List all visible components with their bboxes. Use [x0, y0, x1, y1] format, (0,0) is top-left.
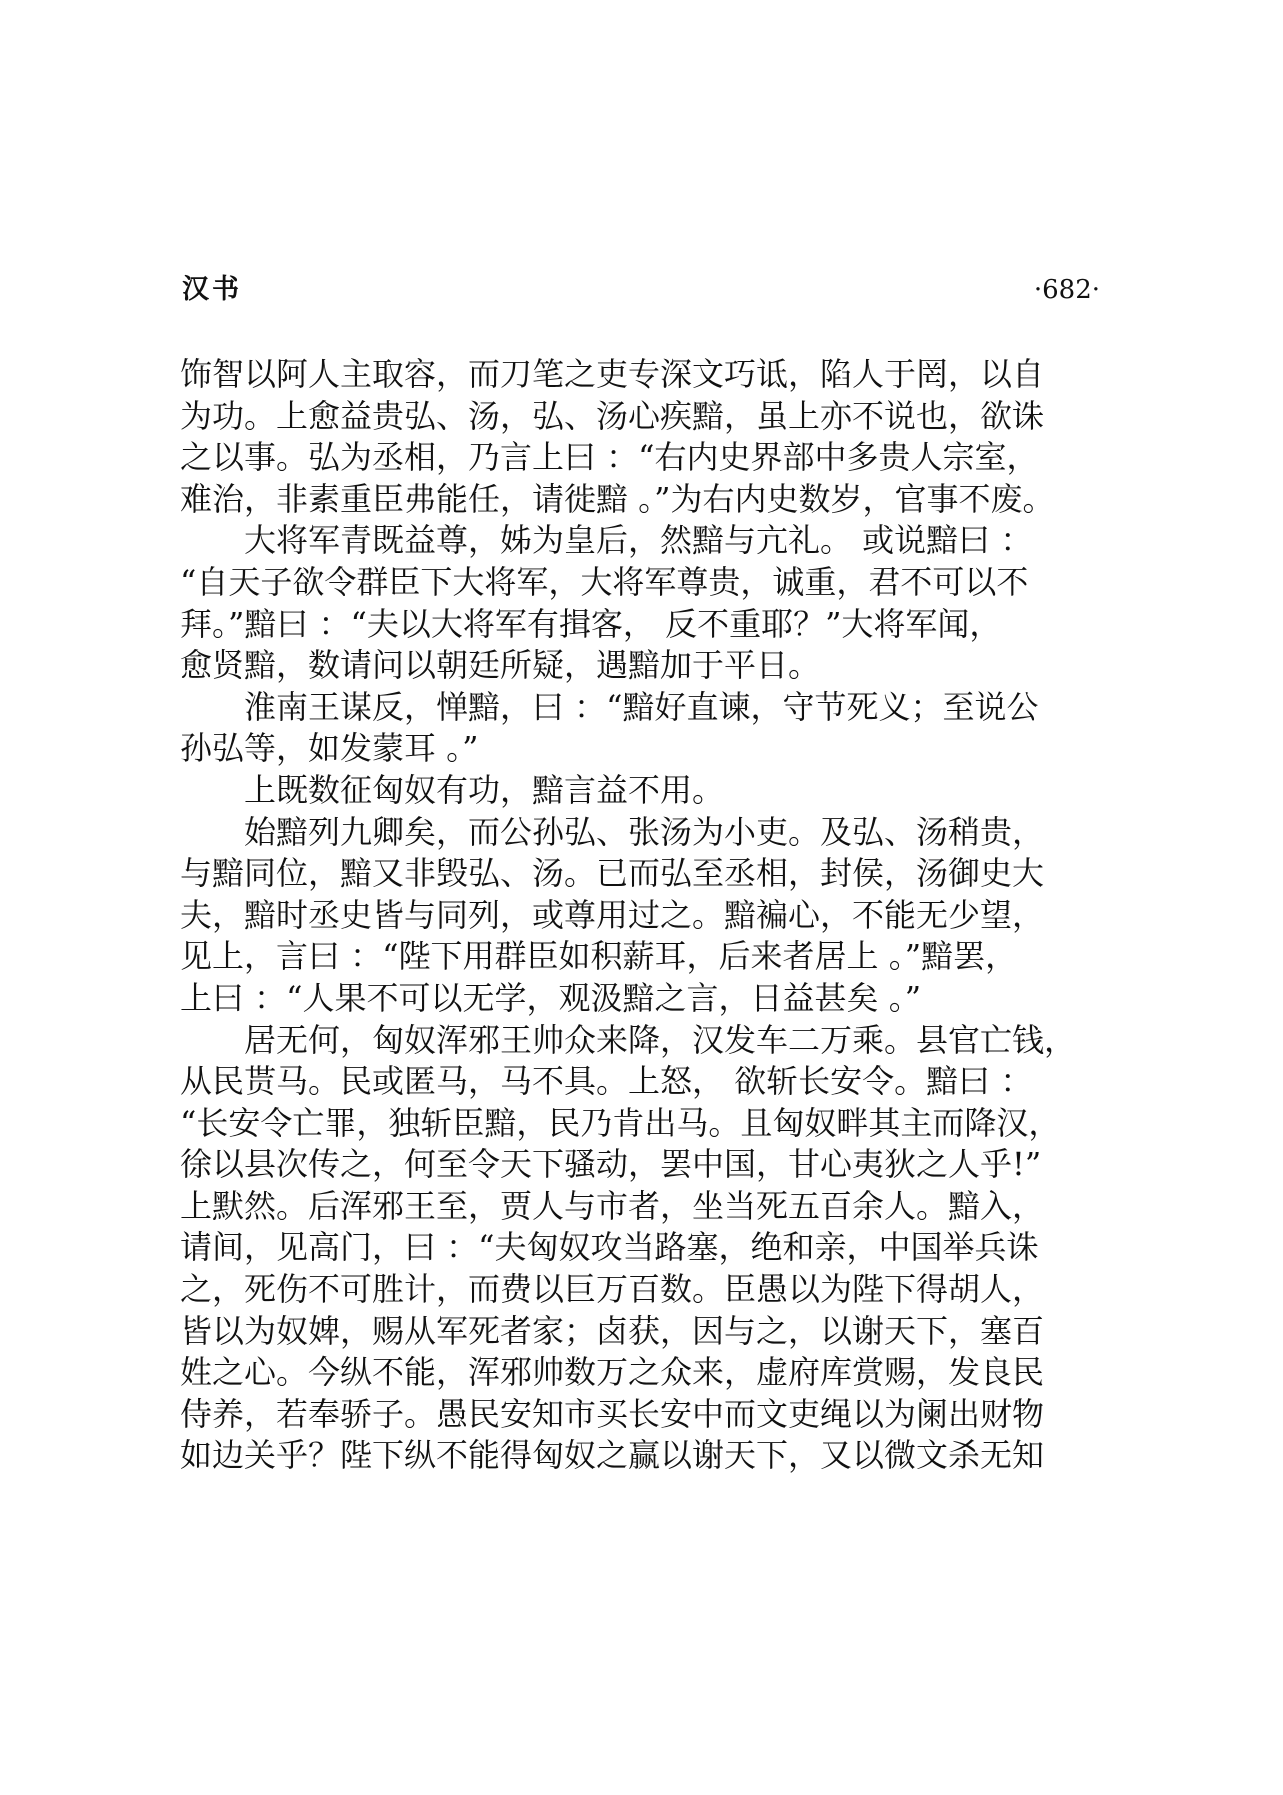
text-line: 上曰 ：“人果不可以无学，观汲黯之言，日益甚矣 。” [180, 978, 922, 1017]
text-line: 见上，言曰 ：“陛下用群臣如积薪耳，后来者居上 。”黯罢， [180, 937, 1018, 976]
text-line: 上默然。后浑邪王至，贾人与市者，坐当死五百余人。黯入， [180, 1186, 1045, 1225]
text-line: 始黯列九卿矣，而公孙弘、张汤为小吏。及弘、汤稍贵， [244, 812, 1045, 851]
text-line: “自天子欲令群臣下大将军，大将军尊贵，诚重，君不可以不 [180, 562, 1029, 601]
text-line: 愈贤黯，数请问以朝廷所疑，遇黯加于平日。 [180, 646, 821, 685]
text-line: 大将军青既益尊，姊为皇后，然黯与亢礼。 或说黯曰 ： [244, 521, 1033, 560]
text-line: 之，死伤不可胜计，而费以巨万百数。臣愚以为陛下得胡人， [180, 1270, 1045, 1309]
text-line: 夫，黯时丞史皆与同列，或尊用过之。黯褊心，不能无少望， [180, 895, 1045, 934]
text-line: 淮南王谋反，惮黯，曰 ：“黯好直谏，守节死义；至说公 [244, 687, 1039, 726]
text-line: 难治，非素重臣弗能任，请徙黯 。”为右内史数岁，官事不废。 [180, 479, 1055, 518]
text-line: 从民贳马。民或匿马，马不具。上怒， 欲斩长安令。黯曰 ： [180, 1062, 1033, 1101]
text-line: 拜。”黯曰 ：“夫以大将军有揖客， 反不重耶？”大将军闻， [180, 604, 1002, 643]
text-line: 饰智以阿人主取容，而刀笔之吏专深文巧诋，陷人于罔，以自 [180, 355, 1045, 393]
book-title: 汉书 [182, 274, 242, 305]
text-line: “长安令亡罪，独斩臣黯，民乃肯出马。且匈奴畔其主而降汉， [180, 1103, 1061, 1142]
text-line: 姓之心。今纵不能，浑邪帅数万之众来，虚府库赏赐，发良民 [180, 1353, 1045, 1392]
text-line: 请间，见高门，曰 ：“夫匈奴攻当路塞，绝和亲，中国举兵诛 [180, 1228, 1039, 1267]
text-line: 之以事。弘为丞相，乃言上曰 ：“右内史界部中多贵人宗室， [180, 438, 1039, 477]
text-line: 侍养，若奉骄子。愚民安知市买长安中而文吏绳以为阑出财物 [180, 1394, 1045, 1433]
text-line: 与黯同位，黯又非毁弘、汤。已而弘至丞相，封侯，汤御史大 [180, 854, 1045, 893]
text-line: 为功。上愈益贵弘、汤，弘、汤心疾黯，虽上亦不说也，欲诛 [180, 396, 1045, 435]
body-text [180, 354, 1100, 1477]
text-line: 皆以为奴婢，赐从军死者家；卤获，因与之，以谢天下，塞百 [180, 1311, 1045, 1350]
text-line: 上既数征匈奴有功，黯言益不用。 [244, 770, 725, 809]
text-line: 徐以县次传之，何至令天下骚动，罢中国，甘心夷狄之人乎!” [180, 1145, 1042, 1184]
running-header [182, 272, 1100, 312]
text-line: 孙弘等，如发蒙耳 。” [180, 729, 479, 768]
page-number: ·682· [1033, 275, 1100, 305]
text-line: 如边关乎？陛下纵不能得匈奴之赢以谢天下，又以微文杀无知 [180, 1436, 1045, 1475]
text-line: 居无何，匈奴浑邪王帅众来降，汉发车二万乘。县官亡钱， [244, 1020, 1077, 1059]
